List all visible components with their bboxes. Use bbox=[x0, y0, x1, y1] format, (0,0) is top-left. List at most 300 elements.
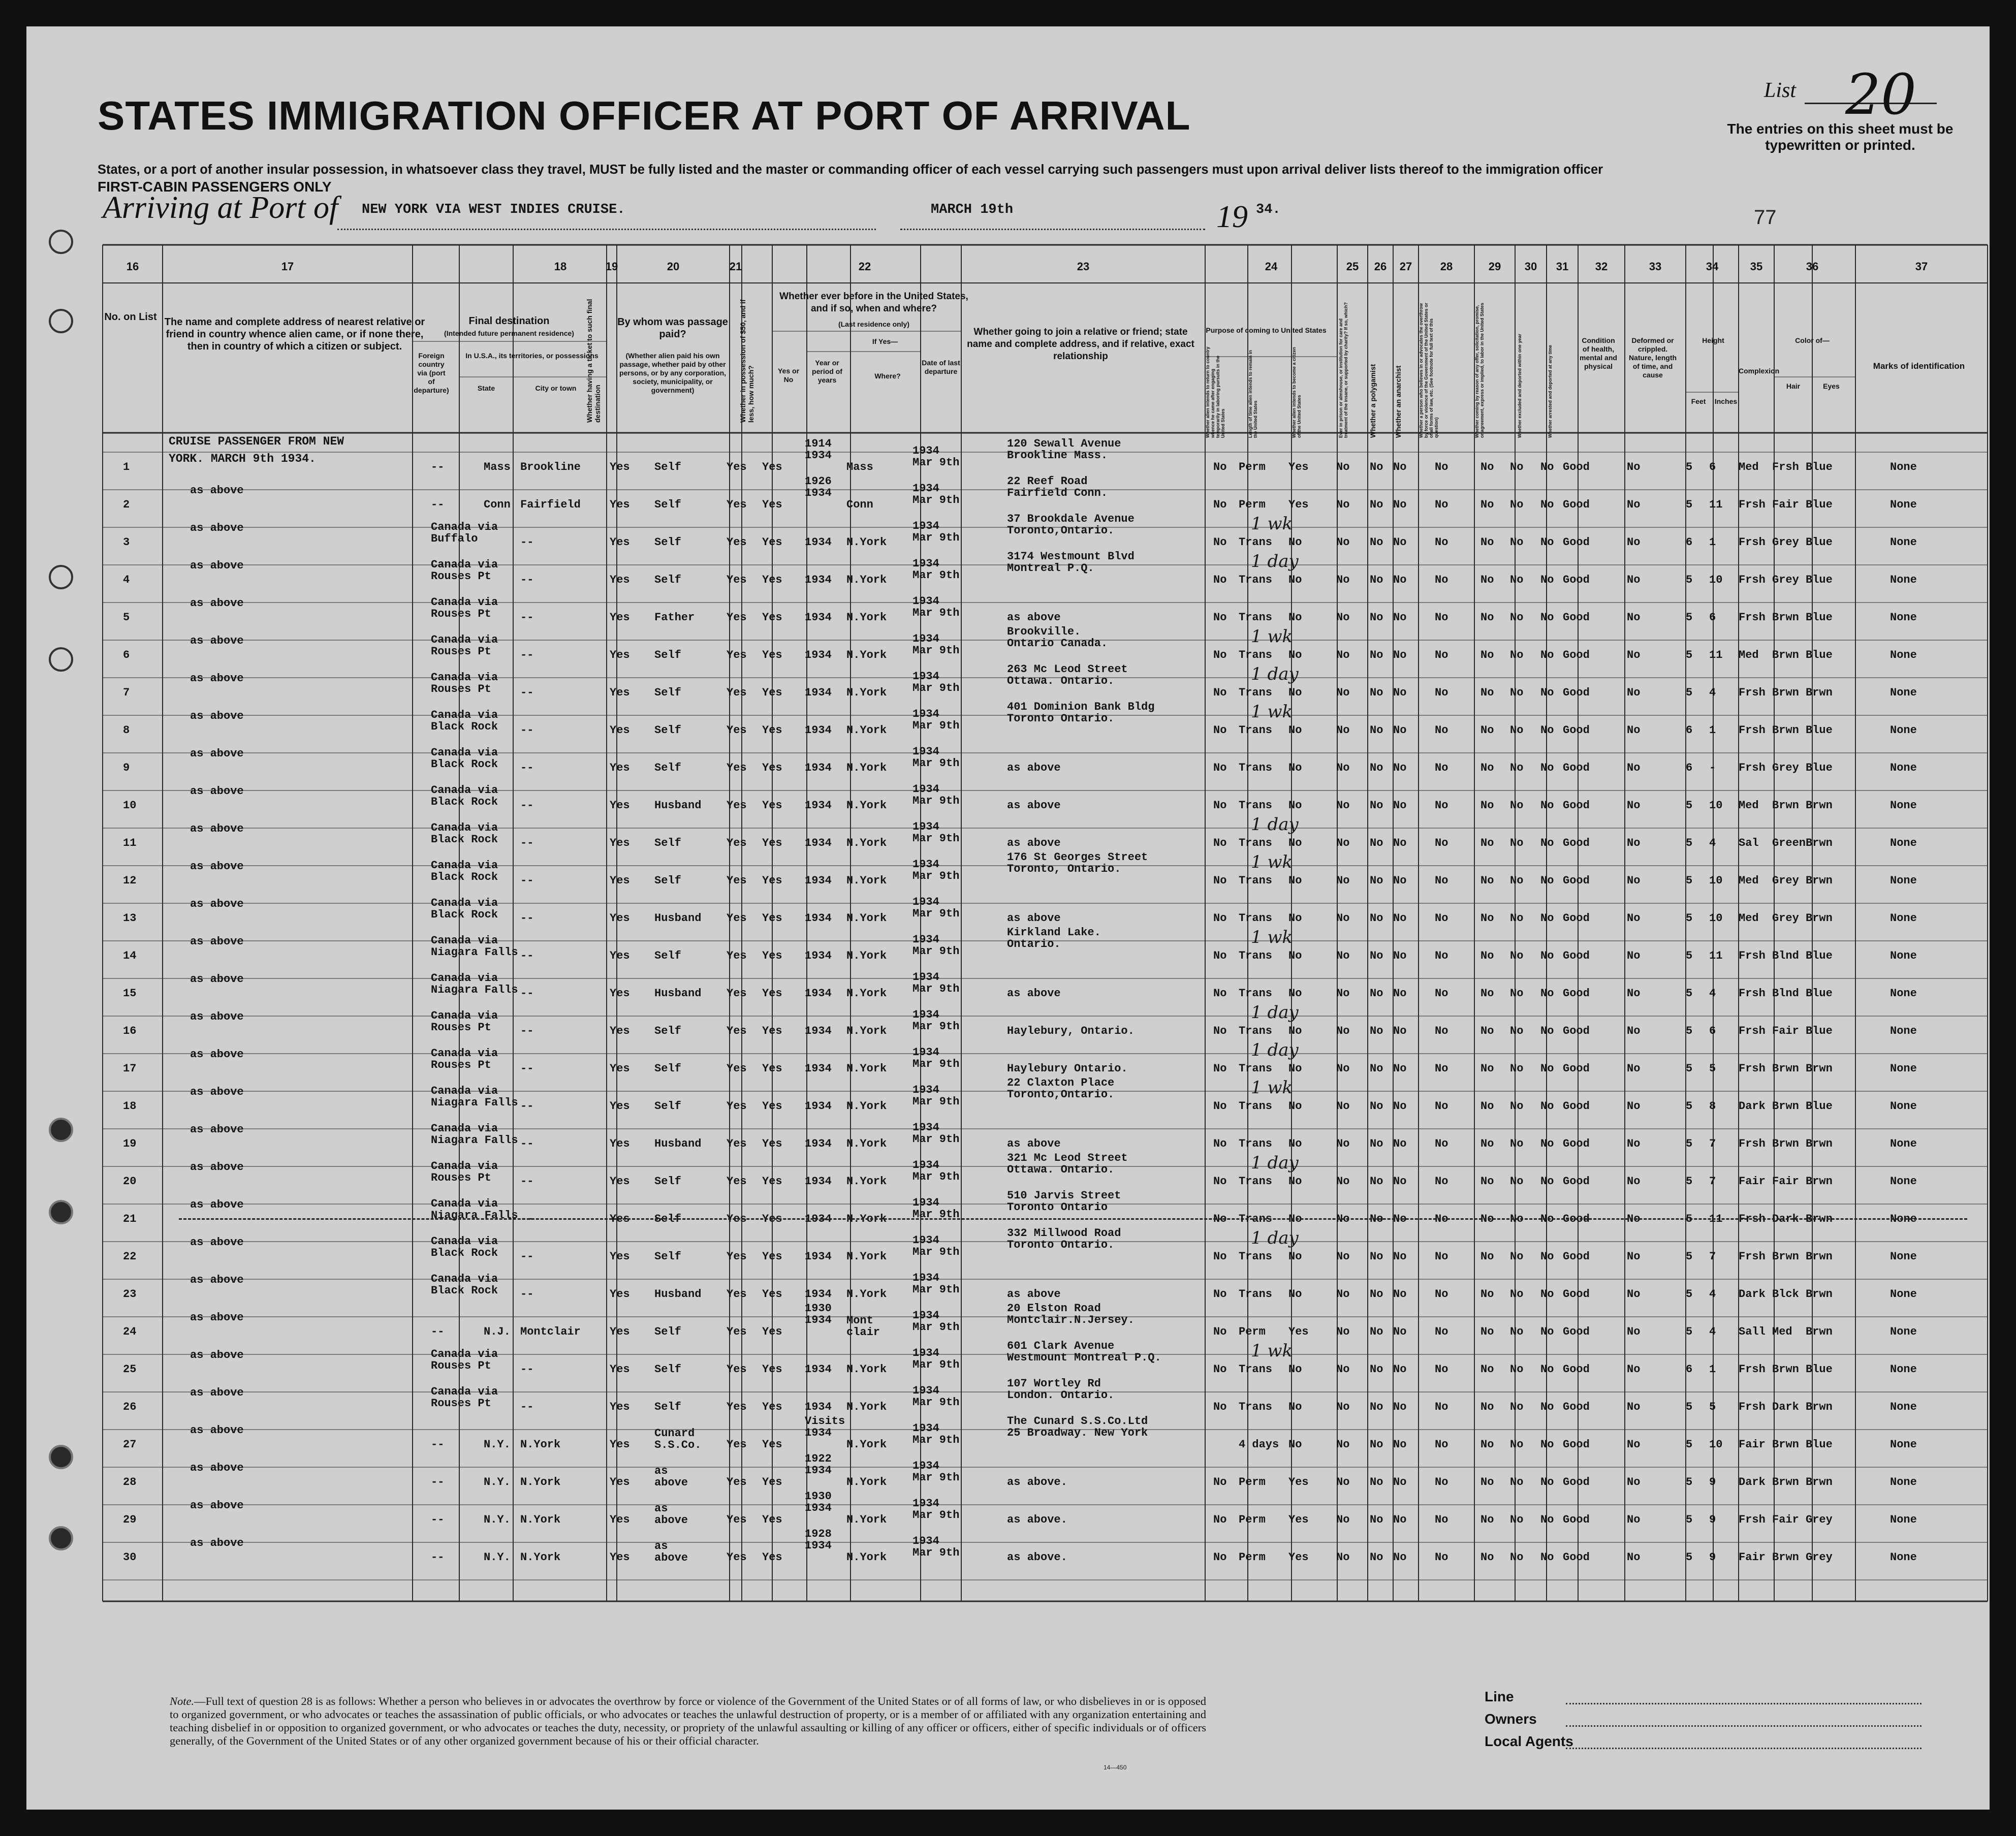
has-ticket: Yes bbox=[610, 912, 630, 925]
has-fifty-dollars: Yes bbox=[727, 686, 747, 699]
eye-color: Brwn bbox=[1806, 1325, 1833, 1338]
years-in-us: 1934 bbox=[805, 686, 832, 699]
anarchist-answer: No bbox=[1393, 799, 1407, 812]
purpose-citizen: No bbox=[1288, 1137, 1302, 1150]
has-ticket: Yes bbox=[610, 1513, 630, 1526]
column-number-21: 21 bbox=[729, 260, 742, 273]
row-number: 3 bbox=[123, 536, 130, 549]
passage-paid-by: Self bbox=[654, 874, 681, 887]
row-number: 19 bbox=[123, 1137, 137, 1150]
last-departure: Mar 9th bbox=[912, 1509, 960, 1522]
column-number-30: 30 bbox=[1524, 260, 1537, 273]
identification-marks: None bbox=[1890, 611, 1917, 624]
health-condition: Good bbox=[1563, 1062, 1590, 1075]
labor-offer-answer: No bbox=[1480, 461, 1494, 473]
joining-address: 401 Dominion Bank Bldg bbox=[1007, 701, 1155, 713]
has-ticket: Yes bbox=[610, 1250, 630, 1263]
foreign-country: Black Rock bbox=[431, 1284, 498, 1297]
handwritten-stay-note: 1 day bbox=[1251, 1228, 1299, 1248]
q28-answer: No bbox=[1435, 1476, 1448, 1489]
eye-color: Blue bbox=[1806, 987, 1833, 1000]
last-departure: Mar 9th bbox=[912, 1095, 960, 1108]
relative-address: as above bbox=[190, 822, 244, 835]
row-number: 11 bbox=[123, 837, 137, 849]
owners-label: Owners bbox=[1485, 1711, 1537, 1727]
has-fifty-dollars: Yes bbox=[727, 1250, 747, 1263]
health-condition: Good bbox=[1563, 1401, 1590, 1413]
destination-city: -- bbox=[520, 1401, 534, 1413]
destination-city: -- bbox=[520, 874, 534, 887]
passage-paid-by: Husband bbox=[654, 1288, 702, 1301]
column-number-29: 29 bbox=[1488, 260, 1501, 273]
height-feet: 5 bbox=[1686, 498, 1693, 511]
column-number-28: 28 bbox=[1440, 260, 1453, 273]
has-fifty-dollars: Yes bbox=[727, 949, 747, 962]
before-in-us: Yes bbox=[762, 1401, 782, 1413]
foreign-country: Niagara Falls bbox=[431, 1209, 518, 1222]
eye-color: Brwn bbox=[1806, 1401, 1833, 1413]
destination-city: -- bbox=[520, 574, 534, 586]
purpose-length: Trans bbox=[1239, 1213, 1273, 1225]
prison-answer: No bbox=[1336, 1476, 1350, 1489]
last-departure: Mar 9th bbox=[912, 757, 960, 770]
purpose-length: Trans bbox=[1239, 987, 1273, 1000]
last-departure: Mar 9th bbox=[912, 569, 960, 582]
purpose-citizen: No bbox=[1288, 574, 1302, 586]
health-condition: Good bbox=[1563, 611, 1590, 624]
destination-city: -- bbox=[520, 536, 534, 549]
passage-paid-by: as bbox=[654, 1502, 668, 1515]
before-in-us: Yes bbox=[762, 1213, 782, 1225]
identification-marks: None bbox=[1890, 1476, 1917, 1489]
identification-marks: None bbox=[1890, 1438, 1917, 1451]
column-number-25: 25 bbox=[1346, 260, 1359, 273]
height-inches: - bbox=[1709, 762, 1716, 774]
prison-answer: No bbox=[1336, 1513, 1350, 1526]
height-feet: 5 bbox=[1686, 686, 1693, 699]
where-in-us: Conn bbox=[846, 498, 873, 511]
deported-answer: No bbox=[1540, 987, 1554, 1000]
identification-marks: None bbox=[1890, 987, 1917, 1000]
labor-offer-answer: No bbox=[1480, 837, 1494, 849]
joining-address: as above bbox=[1007, 799, 1061, 812]
deported-answer: No bbox=[1540, 1175, 1554, 1188]
deported-answer: No bbox=[1540, 1401, 1554, 1413]
purpose-length: Trans bbox=[1239, 1288, 1273, 1301]
excluded-answer: No bbox=[1510, 1325, 1524, 1338]
deported-answer: No bbox=[1540, 536, 1554, 549]
purpose-length: Trans bbox=[1239, 949, 1273, 962]
row-number: 15 bbox=[123, 987, 137, 1000]
purpose-length: Trans bbox=[1239, 1363, 1273, 1376]
labor-offer-answer: No bbox=[1480, 1175, 1494, 1188]
height-feet: 5 bbox=[1686, 574, 1693, 586]
polygamist-answer: No bbox=[1370, 1175, 1383, 1188]
foreign-country: Canada via bbox=[431, 746, 498, 759]
header-no-on-list: No. on List bbox=[104, 311, 157, 323]
handwritten-stay-note: 1 wk bbox=[1251, 1078, 1293, 1098]
identification-marks: None bbox=[1890, 536, 1917, 549]
height-feet: 5 bbox=[1686, 1476, 1693, 1489]
purpose-return: No bbox=[1213, 1363, 1227, 1376]
purpose-citizen: No bbox=[1288, 1100, 1302, 1113]
joining-address: Ontario Canada. bbox=[1007, 637, 1108, 650]
last-departure: Mar 9th bbox=[912, 1020, 960, 1033]
last-departure: 1934 bbox=[912, 858, 939, 871]
foreign-country: Rouses Pt bbox=[431, 1359, 491, 1372]
joining-address: as above bbox=[1007, 762, 1061, 774]
purpose-citizen: No bbox=[1288, 874, 1302, 887]
column-number-19: 19 bbox=[605, 260, 618, 273]
complexion: Fair bbox=[1739, 1438, 1766, 1451]
complexion: Sal bbox=[1739, 837, 1759, 849]
deported-answer: No bbox=[1540, 799, 1554, 812]
has-ticket: Yes bbox=[610, 649, 630, 661]
last-departure: Mar 9th bbox=[912, 1133, 960, 1146]
deformed-answer: No bbox=[1627, 1025, 1641, 1037]
purpose-return: No bbox=[1213, 574, 1227, 586]
before-in-us: Yes bbox=[762, 837, 782, 849]
eye-color: Brwn bbox=[1806, 837, 1833, 849]
identification-marks: None bbox=[1890, 1137, 1917, 1150]
destination-state: Conn bbox=[484, 498, 511, 511]
handwritten-stay-note: 1 wk bbox=[1251, 1341, 1293, 1361]
last-departure: Mar 9th bbox=[912, 1396, 960, 1409]
destination-city: N.York bbox=[520, 1438, 561, 1451]
excluded-answer: No bbox=[1510, 987, 1524, 1000]
relative-address: as above bbox=[190, 672, 244, 685]
excluded-answer: No bbox=[1510, 1100, 1524, 1113]
header-deformed: Deformed or crippled. Nature, length of time, and cause bbox=[1628, 336, 1677, 379]
prison-answer: No bbox=[1336, 686, 1350, 699]
destination-city: -- bbox=[520, 1250, 534, 1263]
years-in-us: 1934 bbox=[805, 1502, 832, 1514]
header-complexion: Complexion bbox=[1739, 367, 1780, 375]
q28-answer: No bbox=[1435, 1062, 1448, 1075]
header-final-destination-note: (Intended future permanent residence) bbox=[444, 329, 574, 337]
eye-color: Blue bbox=[1806, 461, 1833, 473]
relative-address: as above bbox=[190, 898, 244, 910]
health-condition: Good bbox=[1563, 987, 1590, 1000]
height-feet: 5 bbox=[1686, 799, 1693, 812]
anarchist-answer: No bbox=[1393, 1213, 1407, 1225]
column-number-22: 22 bbox=[858, 260, 871, 273]
eye-color: Blue bbox=[1806, 574, 1833, 586]
header-city: City or town bbox=[535, 384, 577, 392]
foreign-country: Niagara Falls bbox=[431, 1134, 518, 1147]
passage-paid-by: Self bbox=[654, 949, 681, 962]
prison-answer: No bbox=[1336, 912, 1350, 925]
anarchist-answer: No bbox=[1393, 1476, 1407, 1489]
complexion: Sall bbox=[1739, 1325, 1766, 1338]
arrival-label: Arriving at Port of bbox=[103, 191, 338, 225]
passage-paid-by: Self bbox=[654, 498, 681, 511]
height-feet: 5 bbox=[1686, 837, 1693, 849]
joining-address: 263 Mc Leod Street bbox=[1007, 663, 1128, 676]
deformed-answer: No bbox=[1627, 987, 1641, 1000]
last-departure: 1934 bbox=[912, 1272, 939, 1284]
purpose-length: Trans bbox=[1239, 874, 1273, 887]
joining-address: Toronto, Ontario. bbox=[1007, 863, 1121, 875]
labor-offer-answer: No bbox=[1480, 1213, 1494, 1225]
destination-city: -- bbox=[520, 912, 534, 925]
q28-answer: No bbox=[1435, 498, 1448, 511]
complexion: Frsh bbox=[1739, 1363, 1766, 1376]
header-before-in-us: Whether ever before in the United States, and if so, when and where? bbox=[779, 291, 968, 314]
row-number: 14 bbox=[123, 949, 137, 962]
deformed-answer: No bbox=[1627, 1137, 1641, 1150]
purpose-return: No bbox=[1213, 1175, 1227, 1188]
where-in-us: N.York bbox=[846, 1438, 887, 1451]
foreign-country: Niagara Falls bbox=[431, 1096, 518, 1109]
footer-note bbox=[170, 1695, 1206, 1748]
height-inches: 1 bbox=[1709, 724, 1716, 737]
purpose-length: Trans bbox=[1239, 762, 1273, 774]
has-fifty-dollars: Yes bbox=[727, 1100, 747, 1113]
has-ticket: Yes bbox=[610, 686, 630, 699]
foreign-country: -- bbox=[431, 461, 445, 473]
passage-paid-by: Self bbox=[654, 724, 681, 737]
anarchist-answer: No bbox=[1393, 987, 1407, 1000]
header-before-note: (Last residence only) bbox=[838, 320, 910, 328]
row-number: 21 bbox=[123, 1213, 137, 1225]
purpose-citizen: No bbox=[1288, 1025, 1302, 1037]
relative-address: as above bbox=[190, 1123, 244, 1136]
deformed-answer: No bbox=[1627, 686, 1641, 699]
identification-marks: None bbox=[1890, 949, 1917, 962]
health-condition: Good bbox=[1563, 1288, 1590, 1301]
last-departure: 1934 bbox=[912, 745, 939, 758]
purpose-citizen: No bbox=[1288, 1062, 1302, 1075]
before-in-us: Yes bbox=[762, 1137, 782, 1150]
foreign-country: Niagara Falls bbox=[431, 984, 518, 996]
identification-marks: None bbox=[1890, 912, 1917, 925]
relative-address: as above bbox=[190, 1236, 244, 1249]
excluded-answer: No bbox=[1510, 1513, 1524, 1526]
foreign-country: Canada via bbox=[431, 934, 498, 947]
height-inches: 4 bbox=[1709, 987, 1716, 1000]
hair-color: Med bbox=[1772, 1325, 1792, 1338]
relative-address: as above bbox=[190, 1010, 244, 1023]
prison-answer: No bbox=[1336, 1137, 1350, 1150]
foreign-country: -- bbox=[431, 1513, 445, 1526]
has-fifty-dollars: Yes bbox=[727, 762, 747, 774]
handwritten-stay-note: 1 wk bbox=[1251, 626, 1293, 647]
purpose-length: Trans bbox=[1239, 1401, 1273, 1413]
destination-city: -- bbox=[520, 1175, 534, 1188]
handwritten-stay-note: 1 wk bbox=[1251, 702, 1293, 722]
deformed-answer: No bbox=[1627, 461, 1641, 473]
prison-answer: No bbox=[1336, 1438, 1350, 1451]
purpose-return: No bbox=[1213, 949, 1227, 962]
where-in-us: N.York bbox=[846, 1213, 887, 1225]
handwritten-stay-note: 1 wk bbox=[1251, 852, 1293, 872]
joining-address: Ottawa. Ontario. bbox=[1007, 675, 1115, 687]
deformed-answer: No bbox=[1627, 762, 1641, 774]
eye-color: Brwn bbox=[1806, 1250, 1833, 1263]
prison-answer: No bbox=[1336, 1363, 1350, 1376]
last-departure: 1934 bbox=[912, 1121, 939, 1134]
purpose-length: Trans bbox=[1239, 1175, 1273, 1188]
deformed-answer: No bbox=[1627, 837, 1641, 849]
anarchist-answer: No bbox=[1393, 1025, 1407, 1037]
before-in-us: Yes bbox=[762, 536, 782, 549]
joining-address: 37 Brookdale Avenue bbox=[1007, 513, 1135, 525]
polygamist-answer: No bbox=[1370, 1288, 1383, 1301]
q28-answer: No bbox=[1435, 1025, 1448, 1037]
prison-answer: No bbox=[1336, 1325, 1350, 1338]
before-in-us: Yes bbox=[762, 1250, 782, 1263]
years-in-us: 1934 bbox=[805, 724, 832, 737]
health-condition: Good bbox=[1563, 874, 1590, 887]
row-number: 28 bbox=[123, 1476, 137, 1489]
anarchist-answer: No bbox=[1393, 912, 1407, 925]
hair-color: Brwn bbox=[1772, 1250, 1799, 1263]
deported-answer: No bbox=[1540, 1213, 1554, 1225]
passage-paid-by: Self bbox=[654, 686, 681, 699]
deformed-answer: No bbox=[1627, 1513, 1641, 1526]
row-number: 2 bbox=[123, 498, 130, 511]
eye-color: Blue bbox=[1806, 536, 1833, 549]
joining-address: Montreal P.Q. bbox=[1007, 562, 1094, 575]
deformed-answer: No bbox=[1627, 1476, 1641, 1489]
has-ticket: Yes bbox=[610, 536, 630, 549]
foreign-country: -- bbox=[431, 1438, 445, 1451]
height-feet: 5 bbox=[1686, 874, 1693, 887]
relative-address: as above bbox=[190, 484, 244, 497]
hair-color: Fair bbox=[1772, 1025, 1799, 1037]
years-in-us: 1934 bbox=[805, 1100, 832, 1113]
identification-marks: None bbox=[1890, 1100, 1917, 1113]
purpose-return: No bbox=[1213, 987, 1227, 1000]
where-in-us: Mont bbox=[846, 1314, 873, 1327]
arrival-date: MARCH 19th bbox=[931, 202, 1014, 217]
relative-address: as above bbox=[190, 1386, 244, 1399]
has-fifty-dollars: Yes bbox=[727, 1438, 747, 1451]
height-inches: 5 bbox=[1709, 1401, 1716, 1413]
joining-address: Haylebury Ontario. bbox=[1007, 1062, 1128, 1075]
labor-offer-answer: No bbox=[1480, 574, 1494, 586]
joining-address: Toronto Ontario bbox=[1007, 1201, 1108, 1214]
health-condition: Good bbox=[1563, 686, 1590, 699]
has-fifty-dollars: Yes bbox=[727, 799, 747, 812]
complexion: Frsh bbox=[1739, 611, 1766, 624]
labor-offer-answer: No bbox=[1480, 1513, 1494, 1526]
identification-marks: None bbox=[1890, 498, 1917, 511]
foreign-country: Canada via bbox=[431, 709, 498, 721]
destination-city: -- bbox=[520, 837, 534, 849]
column-number-26: 26 bbox=[1374, 260, 1387, 273]
height-inches: 7 bbox=[1709, 1137, 1716, 1150]
purpose-citizen: Yes bbox=[1288, 1551, 1309, 1564]
relative-address: as above bbox=[190, 597, 244, 610]
deported-answer: No bbox=[1540, 649, 1554, 661]
joining-address: Fairfield Conn. bbox=[1007, 487, 1108, 499]
years-in-us: 1934 bbox=[805, 1213, 832, 1225]
has-fifty-dollars: Yes bbox=[727, 724, 747, 737]
purpose-citizen: No bbox=[1288, 724, 1302, 737]
height-inches: 9 bbox=[1709, 1513, 1716, 1526]
foreign-country: Canada via bbox=[431, 1235, 498, 1248]
complexion: Frsh bbox=[1739, 724, 1766, 737]
header-eyes: Eyes bbox=[1823, 382, 1840, 390]
purpose-return: No bbox=[1213, 649, 1227, 661]
complexion: Frsh bbox=[1739, 574, 1766, 586]
hair-color: Dark bbox=[1772, 1401, 1799, 1413]
height-feet: 5 bbox=[1686, 611, 1693, 624]
last-departure: Mar 9th bbox=[912, 1471, 960, 1484]
labor-offer-answer: No bbox=[1480, 724, 1494, 737]
hair-color: Fair bbox=[1772, 1513, 1799, 1526]
where-in-us: N.York bbox=[846, 686, 887, 699]
header-fifty-dollars: Whether in possession of $50, and if less, how much? bbox=[739, 299, 755, 423]
has-fifty-dollars: Yes bbox=[727, 1476, 747, 1489]
cruise-header-line-2: YORK. MARCH 9th 1934. bbox=[169, 452, 316, 465]
before-in-us: Yes bbox=[762, 1438, 782, 1451]
prison-answer: No bbox=[1336, 724, 1350, 737]
excluded-answer: No bbox=[1510, 1438, 1524, 1451]
deported-answer: No bbox=[1540, 1513, 1554, 1526]
foreign-country: Black Rock bbox=[431, 871, 498, 883]
before-in-us: Yes bbox=[762, 649, 782, 661]
row-number: 9 bbox=[123, 762, 130, 774]
row-number: 17 bbox=[123, 1062, 137, 1075]
anarchist-answer: No bbox=[1393, 1288, 1407, 1301]
where-in-us: N.York bbox=[846, 949, 887, 962]
prison-answer: No bbox=[1336, 1551, 1350, 1564]
foreign-country: -- bbox=[431, 498, 445, 511]
passage-paid-by: above bbox=[654, 1514, 688, 1527]
before-in-us: Yes bbox=[762, 1025, 782, 1037]
purpose-length: Trans bbox=[1239, 912, 1273, 925]
foreign-country: Rouses Pt bbox=[431, 1021, 491, 1034]
height-inches: 4 bbox=[1709, 837, 1716, 849]
purpose-length: Perm bbox=[1239, 1476, 1266, 1489]
q28-answer: No bbox=[1435, 1250, 1448, 1263]
before-in-us: Yes bbox=[762, 949, 782, 962]
last-departure: 1934 bbox=[912, 1535, 939, 1547]
hair-color: Blck bbox=[1772, 1288, 1799, 1301]
excluded-answer: No bbox=[1510, 1551, 1524, 1564]
complexion: Frsh bbox=[1739, 1025, 1766, 1037]
local-agents-label: Local Agents bbox=[1485, 1733, 1573, 1749]
hair-color: Brwn bbox=[1772, 799, 1799, 812]
last-departure: 1934 bbox=[912, 1497, 939, 1510]
row-number: 18 bbox=[123, 1100, 137, 1113]
has-fifty-dollars: Yes bbox=[727, 1513, 747, 1526]
before-in-us: Yes bbox=[762, 874, 782, 887]
before-in-us: Yes bbox=[762, 686, 782, 699]
local-agents-field bbox=[1566, 1748, 1922, 1749]
header-last-departure: Date of last departure bbox=[922, 359, 960, 375]
deported-answer: No bbox=[1540, 912, 1554, 925]
labor-offer-answer: No bbox=[1480, 987, 1494, 1000]
before-in-us: Yes bbox=[762, 1325, 782, 1338]
last-departure: Mar 9th bbox=[912, 1434, 960, 1446]
complexion: Frsh bbox=[1739, 686, 1766, 699]
prison-answer: No bbox=[1336, 649, 1350, 661]
health-condition: Good bbox=[1563, 949, 1590, 962]
has-fifty-dollars: Yes bbox=[727, 1175, 747, 1188]
last-departure: Mar 9th bbox=[912, 832, 960, 845]
passage-paid-by: as bbox=[654, 1540, 668, 1553]
purpose-citizen: No bbox=[1288, 611, 1302, 624]
before-in-us: Yes bbox=[762, 724, 782, 737]
labor-offer-answer: No bbox=[1480, 1401, 1494, 1413]
column-number-32: 32 bbox=[1595, 260, 1608, 273]
q28-answer: No bbox=[1435, 1363, 1448, 1376]
passage-paid-by: Self bbox=[654, 1175, 681, 1188]
